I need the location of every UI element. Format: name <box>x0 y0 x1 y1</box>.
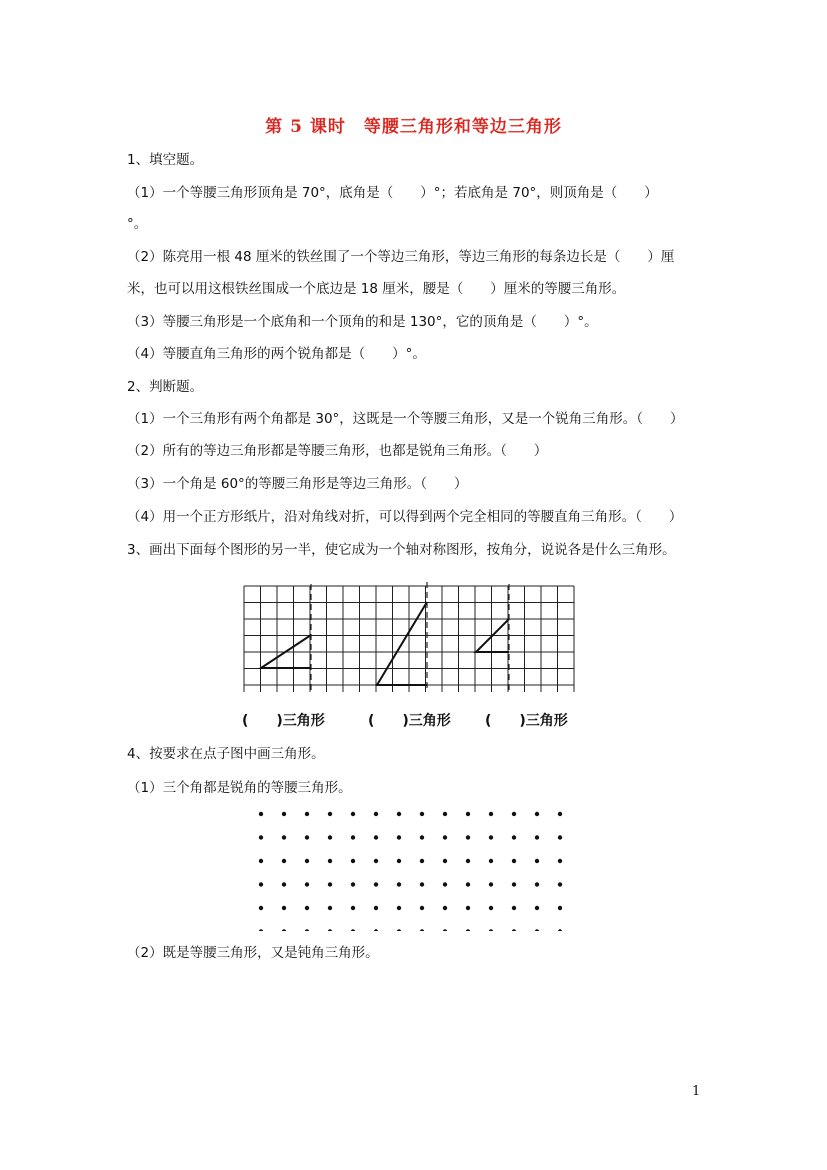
grid-dot[interactable] <box>328 859 332 863</box>
grid-dot[interactable] <box>466 859 470 863</box>
grid-dot[interactable] <box>443 906 447 910</box>
grid-dot[interactable] <box>489 812 493 816</box>
grid-dot[interactable] <box>558 906 562 910</box>
grid-dot[interactable] <box>351 929 355 931</box>
triangle-label-2: ( )三角形 <box>368 713 451 729</box>
s1-question-1-line-2: °。 <box>127 216 148 232</box>
grid-dot[interactable] <box>420 882 424 886</box>
grid-dot[interactable] <box>397 882 401 886</box>
grid-dot[interactable] <box>397 929 401 931</box>
grid-dot[interactable] <box>351 906 355 910</box>
grid-dot[interactable] <box>535 812 539 816</box>
half-triangle-2 <box>377 602 427 685</box>
grid-dot[interactable] <box>558 929 562 931</box>
grid-dot[interactable] <box>489 859 493 863</box>
grid-dot[interactable] <box>443 859 447 863</box>
grid-dot[interactable] <box>282 835 286 839</box>
grid-dot[interactable] <box>305 812 309 816</box>
grid-dot[interactable] <box>374 812 378 816</box>
grid-dot[interactable] <box>259 835 263 839</box>
grid-dot[interactable] <box>397 859 401 863</box>
grid-dot[interactable] <box>420 835 424 839</box>
grid-dot[interactable] <box>282 859 286 863</box>
grid-dot[interactable] <box>489 835 493 839</box>
grid-dot[interactable] <box>420 906 424 910</box>
grid-dot[interactable] <box>328 835 332 839</box>
section-4-heading: 4、按要求在点子图中画三角形。 <box>127 746 325 762</box>
grid-dot[interactable] <box>558 835 562 839</box>
section-1-heading: 1、填空题。 <box>127 152 204 168</box>
grid-dot[interactable] <box>558 882 562 886</box>
grid-figure[interactable] <box>240 580 580 692</box>
grid-dot[interactable] <box>535 835 539 839</box>
s2-question-3: （3）一个角是 60°的等腰三角形是等边三角形。（ ） <box>127 476 468 492</box>
grid-dot[interactable] <box>466 929 470 931</box>
grid-dot[interactable] <box>282 929 286 931</box>
grid-dot[interactable] <box>328 906 332 910</box>
grid-dot[interactable] <box>558 859 562 863</box>
grid-dot[interactable] <box>466 906 470 910</box>
grid-dot[interactable] <box>397 812 401 816</box>
grid-dot[interactable] <box>328 882 332 886</box>
grid-dot[interactable] <box>282 882 286 886</box>
grid-dot[interactable] <box>535 906 539 910</box>
page-number: 1 <box>692 1084 701 1099</box>
grid-dot[interactable] <box>443 929 447 931</box>
s2-question-2: （2）所有的等边三角形都是等腰三角形，也都是锐角三角形。（ ） <box>127 443 548 459</box>
grid-dot[interactable] <box>351 835 355 839</box>
grid-dot[interactable] <box>374 835 378 839</box>
grid-dot[interactable] <box>282 812 286 816</box>
grid-dot[interactable] <box>259 812 263 816</box>
grid-dot[interactable] <box>374 882 378 886</box>
grid-dot[interactable] <box>351 812 355 816</box>
grid-dot[interactable] <box>535 882 539 886</box>
grid-dot[interactable] <box>512 882 516 886</box>
grid-dot[interactable] <box>374 929 378 931</box>
grid-dot[interactable] <box>420 929 424 931</box>
grid-dot[interactable] <box>305 906 309 910</box>
s1-question-3: （3）等腰三角形是一个底角和一个顶角的和是 130°，它的顶角是（ ）°。 <box>127 314 598 330</box>
grid-dot[interactable] <box>259 859 263 863</box>
grid-dot[interactable] <box>443 835 447 839</box>
grid-dot[interactable] <box>397 906 401 910</box>
grid-dot[interactable] <box>351 882 355 886</box>
triangle-label-3: ( )三角形 <box>485 713 568 729</box>
grid-dot[interactable] <box>420 812 424 816</box>
page-title: 第 5 课时 等腰三角形和等边三角形 <box>265 117 562 137</box>
grid-dot[interactable] <box>374 859 378 863</box>
s2-question-4: （4）用一个正方形纸片，沿对角线对折，可以得到两个完全相同的等腰直角三角形。（ ） <box>127 509 683 525</box>
grid-dot[interactable] <box>351 859 355 863</box>
grid-dot[interactable] <box>558 812 562 816</box>
grid-dot[interactable] <box>512 906 516 910</box>
grid-dot[interactable] <box>512 835 516 839</box>
grid-dot[interactable] <box>535 859 539 863</box>
grid-dot[interactable] <box>512 812 516 816</box>
s1-question-4: （4）等腰直角三角形的两个锐角都是（ ）°。 <box>127 346 426 362</box>
s1-question-2-line-1: （2）陈亮用一根 48 厘米的铁丝围了一个等边三角形，等边三角形的每条边长是（ ）厘 <box>127 249 675 265</box>
s1-question-2-line-2: 米，也可以用这根铁丝围成一个底边是 18 厘米，腰是（ ）厘米的等腰三角形。 <box>127 281 626 297</box>
grid-dot[interactable] <box>489 882 493 886</box>
dot-grid[interactable] <box>250 805 576 931</box>
s4-question-1: （1）三个角都是锐角的等腰三角形。 <box>127 780 352 796</box>
grid-dot[interactable] <box>374 906 378 910</box>
grid-dot[interactable] <box>305 929 309 931</box>
grid-dot[interactable] <box>397 835 401 839</box>
s4-question-2: （2）既是等腰三角形，又是钝角三角形。 <box>127 945 379 961</box>
grid-dot[interactable] <box>443 882 447 886</box>
grid-dot[interactable] <box>512 859 516 863</box>
grid-dot[interactable] <box>259 882 263 886</box>
section-3-heading: 3、画出下面每个图形的另一半，使它成为一个轴对称图形，按角分，说说各是什么三角形。 <box>127 542 676 558</box>
grid-dot[interactable] <box>259 929 263 931</box>
grid-dot[interactable] <box>305 859 309 863</box>
grid-dot[interactable] <box>305 882 309 886</box>
grid-dot[interactable] <box>489 906 493 910</box>
grid-dot[interactable] <box>466 812 470 816</box>
triangle-label-1: ( )三角形 <box>242 713 325 729</box>
grid-dot[interactable] <box>420 859 424 863</box>
grid-dot[interactable] <box>489 929 493 931</box>
grid-dot[interactable] <box>443 812 447 816</box>
section-2-heading: 2、判断题。 <box>127 379 204 395</box>
s1-question-1-line-1: （1）一个等腰三角形顶角是 70°，底角是（ ）°；若底角是 70°，则顶角是（ ） <box>127 185 658 201</box>
s2-question-1: （1）一个三角形有两个角都是 30°，这既是一个等腰三角形，又是一个锐角三角形。（ ） <box>127 411 684 427</box>
grid-dot[interactable] <box>535 929 539 931</box>
grid-dot[interactable] <box>466 882 470 886</box>
grid-dot[interactable] <box>259 906 263 910</box>
grid-dot[interactable] <box>466 835 470 839</box>
grid-dot[interactable] <box>305 835 309 839</box>
grid-dot[interactable] <box>328 929 332 931</box>
grid-dot[interactable] <box>282 906 286 910</box>
grid-dot[interactable] <box>328 812 332 816</box>
grid-dot[interactable] <box>512 929 516 931</box>
